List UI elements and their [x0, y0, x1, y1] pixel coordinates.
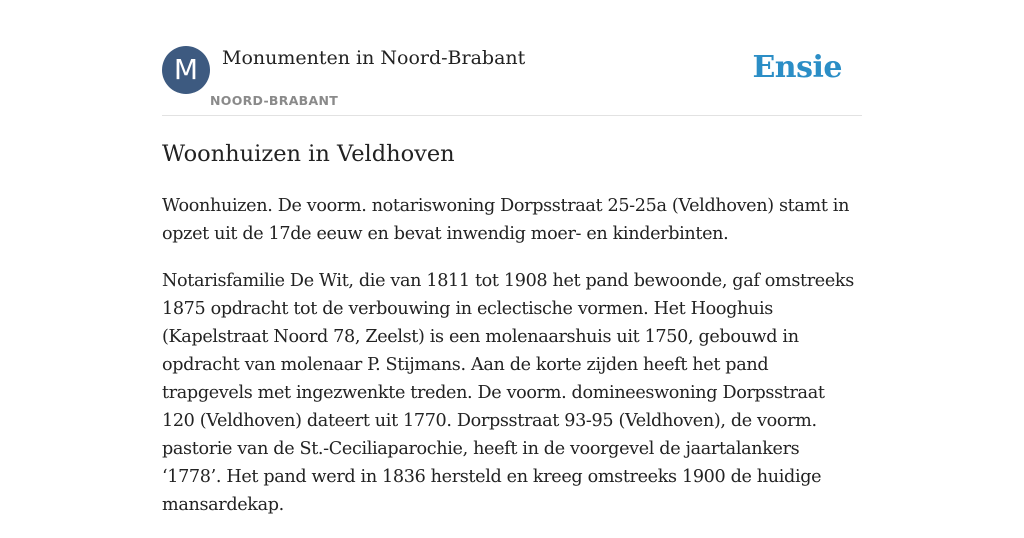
article-title: Woonhuizen in Veldhoven: [162, 141, 455, 167]
source-avatar[interactable]: M: [162, 46, 210, 94]
source-subtitle: NOORD-BRABANT: [210, 93, 339, 108]
header-divider: [162, 115, 862, 116]
article-paragraph-1: Woonhuizen. De voorm. notariswoning Dorpsstraat 25-25a (Veldhoven) stamt in opzet uit de 17de eeuw en bevat inwendig moer- en kinderbinten.: [162, 196, 850, 244]
article-body: [162, 192, 862, 538]
content-card: [162, 46, 862, 515]
brand-logo[interactable]: Ensie: [752, 50, 842, 85]
source-title[interactable]: Monumenten in Noord-Brabant: [222, 47, 526, 69]
article-paragraph-2: Notarisfamilie De Wit, die van 1811 tot 1908 het pand bewoonde, gaf omstreeks 1875 opdracht tot de verbouwing in eclectische vormen. Het Hooghuis (Kapelstraat Noord 78, Zeelst) is een molenaarshuis uit 1750, gebouwd in opdracht van molenaar P. Stijmans. Aan de korte zijden heeft het pand trapgevels met ingezwenkte treden. De voorm. domineeswoning Dorpsstraat 120 (Veldhoven) dateert uit 1770. Dorpsstraat 93-95 (Veldhoven), de voorm. pastorie van de St.-Ceciliaparochie, heeft in de voorgevel de jaartalankers ‘1778’. Het pand werd in 1836 hersteld en kreeg omstreeks 1900 de huidige mansardekap.: [162, 271, 854, 515]
source-header: [162, 46, 862, 116]
